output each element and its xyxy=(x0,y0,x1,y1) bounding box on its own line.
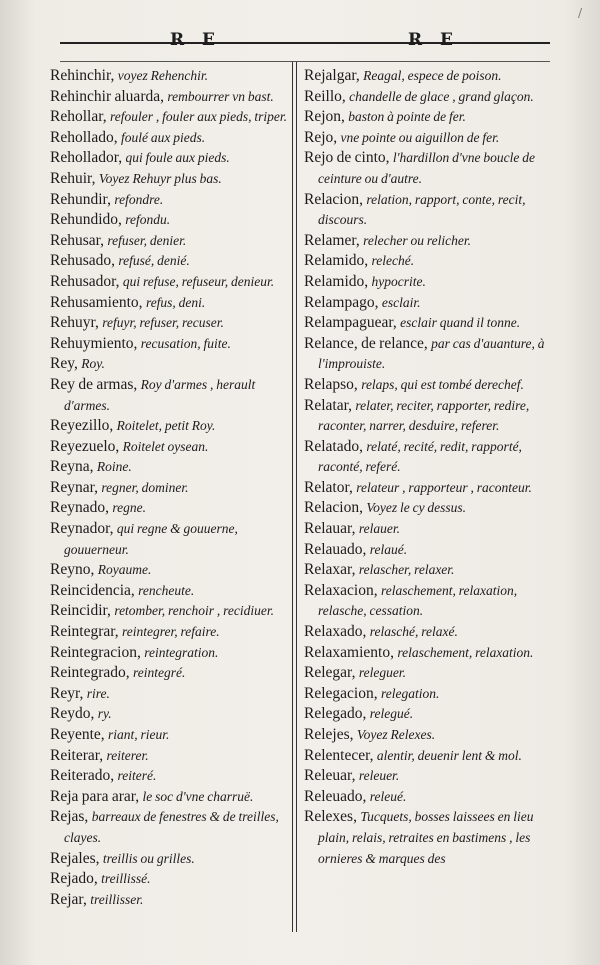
headword: Relapso, xyxy=(304,375,362,393)
definition: rire. xyxy=(86,685,110,701)
dictionary-entry xyxy=(304,334,548,375)
definition: Tucquets, bosses laissees en lieu plain, relais, retraites en bastimens , les ornieres & marques des xyxy=(318,809,534,866)
headword: Relaxacion, xyxy=(304,581,381,599)
definition: vne pointe ou aiguillon de fer. xyxy=(340,129,500,145)
dictionary-entry xyxy=(50,190,288,211)
definition: recusation, fuite. xyxy=(140,335,231,351)
definition: qui foule aux pieds. xyxy=(125,150,230,166)
dictionary-entry xyxy=(50,869,288,890)
dictionary-entry xyxy=(50,354,288,375)
dictionary-entry xyxy=(304,622,548,643)
headword: Relator, xyxy=(304,478,357,496)
headword: Rehollado, xyxy=(50,128,121,146)
definition: esclair. xyxy=(381,294,421,310)
headword: Relatar, xyxy=(304,396,356,414)
dictionary-entry xyxy=(304,148,548,189)
headword: Rejas, xyxy=(50,808,92,826)
dictionary-entry xyxy=(50,437,288,458)
dictionary-entry xyxy=(50,581,288,602)
headword: Relauado, xyxy=(304,540,370,558)
headword: Rejado, xyxy=(50,870,102,888)
dictionary-entry xyxy=(50,251,288,272)
definition: le soc d'vne charruë. xyxy=(142,788,254,804)
headword: Rehinchir, xyxy=(50,67,118,84)
headword: Relampago, xyxy=(304,293,382,311)
dictionary-entry xyxy=(304,560,548,581)
definition: treillisser. xyxy=(90,891,144,907)
definition: foulé aux pieds. xyxy=(120,129,206,145)
definition: alentir, deuenir lent & mol. xyxy=(376,747,522,763)
dictionary-entry xyxy=(50,601,288,622)
dictionary-entry xyxy=(50,725,288,746)
dictionary-entry xyxy=(50,787,288,808)
header-rule xyxy=(60,42,550,44)
headword: Reyezillo, xyxy=(50,417,117,435)
definition: reintegré. xyxy=(133,665,186,681)
headword: Relacion, xyxy=(304,499,367,517)
header-underline xyxy=(60,61,550,62)
definition: l'hardillon d'vne boucle de ceinture ou d'autre. xyxy=(318,150,536,186)
dictionary-entry xyxy=(50,107,288,128)
dictionary-entry xyxy=(50,334,288,355)
definition: refondu. xyxy=(125,212,171,228)
headword: Reyr, xyxy=(50,684,87,702)
dictionary-entry xyxy=(304,684,548,705)
definition: refus, deni. xyxy=(145,294,206,310)
headword: Rehundir, xyxy=(50,190,115,208)
definition: Roitelet, petit Roy. xyxy=(116,418,216,434)
headword: Rehuyr, xyxy=(50,314,103,332)
headword: Rejon, xyxy=(304,108,349,126)
dictionary-entry xyxy=(304,272,548,293)
headword: Reiterar, xyxy=(50,746,107,764)
dictionary-entry xyxy=(304,478,548,499)
headword: Reja para arar, xyxy=(50,787,143,805)
definition: relateur , rapporteur , raconteur. xyxy=(356,479,532,495)
definition: relegué. xyxy=(369,706,414,722)
definition: relaschement, relaxation, relasche, cessation. xyxy=(318,582,518,619)
dictionary-entry xyxy=(50,313,288,334)
headword: Reynado, xyxy=(50,499,113,517)
dictionary-entry xyxy=(304,251,548,272)
definition: qui regne & gouuerne, gouuerneur. xyxy=(64,521,238,557)
dictionary-entry xyxy=(50,87,288,108)
definition: Voyez Rehuyr plus bas. xyxy=(98,170,222,186)
headword: Relampaguear, xyxy=(304,314,401,332)
definition: treillissé. xyxy=(101,871,151,887)
dictionary-entry xyxy=(304,396,548,437)
definition: relauer. xyxy=(358,521,400,537)
dictionary-entry xyxy=(50,684,288,705)
definition: relasché, relaxé. xyxy=(369,624,458,640)
dictionary-entry xyxy=(50,766,288,787)
headword: Reintegrar, xyxy=(50,623,123,641)
headword: Reynador, xyxy=(50,520,117,538)
definition: refusé, denié. xyxy=(118,253,190,269)
headword: Rejo, xyxy=(304,128,341,146)
headword: Relamido, xyxy=(304,272,372,290)
dictionary-entry xyxy=(304,643,548,664)
definition: reintegration. xyxy=(144,644,219,660)
definition: chandelle de glace , grand glaçon. xyxy=(349,88,534,104)
headword: Relegacion, xyxy=(304,684,381,702)
running-header xyxy=(60,28,550,64)
dictionary-entry xyxy=(304,787,548,808)
headword: Relaxar, xyxy=(304,561,359,579)
headword: Reyno, xyxy=(50,561,98,579)
dictionary-entry xyxy=(50,890,288,911)
headword: Rehusado, xyxy=(50,252,119,270)
headword: Relauar, xyxy=(304,520,359,538)
definition: regne. xyxy=(112,500,146,516)
dictionary-entry xyxy=(304,540,548,561)
dictionary-entry xyxy=(304,107,548,128)
headword: Releuar, xyxy=(304,767,359,785)
definition: esclair quand il tonne. xyxy=(400,315,521,331)
headword: Reincidir, xyxy=(50,602,115,620)
right-column xyxy=(304,66,548,869)
dictionary-entry xyxy=(50,560,288,581)
definition: refuyr, refuser, recuser. xyxy=(102,315,224,331)
dictionary-entry xyxy=(50,66,288,87)
dictionary-entry xyxy=(50,746,288,767)
dictionary-entry xyxy=(50,210,288,231)
dictionary-entry xyxy=(304,498,548,519)
definition: relaté, recité, redit, rapporté, raconté, referé. xyxy=(318,438,522,475)
headword: Rehundido, xyxy=(50,211,126,229)
dictionary-entry xyxy=(50,148,288,169)
dictionary-entry xyxy=(304,190,548,231)
definition: refuser, denier. xyxy=(107,232,187,248)
headword: Relentecer, xyxy=(304,746,377,764)
dictionary-entry xyxy=(304,766,548,787)
definition: Reagal, espece de poison. xyxy=(363,68,502,83)
headword: Reiterado, xyxy=(50,767,118,785)
headword: Relatado, xyxy=(304,437,367,455)
headword: Reintegracion, xyxy=(50,643,145,661)
headword: Rejar, xyxy=(50,890,91,908)
dictionary-entry xyxy=(50,231,288,252)
headword: Reyezuelo, xyxy=(50,437,123,455)
header-left-letters: R E xyxy=(170,30,222,50)
dictionary-entry xyxy=(50,457,288,478)
definition: hypocrite. xyxy=(371,273,426,289)
definition: Voyez Relexes. xyxy=(356,727,436,742)
definition: baston à pointe de fer. xyxy=(348,109,466,125)
definition: releguer. xyxy=(358,665,406,681)
definition: Roy. xyxy=(81,356,105,372)
dictionary-entry xyxy=(50,478,288,499)
definition: releué. xyxy=(369,788,407,804)
headword: Reincidencia, xyxy=(50,581,139,599)
definition: refouler , fouler aux pieds, triper. xyxy=(110,109,287,125)
definition: relater, reciter, rapporter, redire, raconter, narrer, desduire, referer. xyxy=(318,397,530,434)
dictionary-entry xyxy=(50,375,288,416)
definition: voyez Rehenchir. xyxy=(117,68,208,83)
dictionary-entry xyxy=(304,128,548,149)
definition: Roitelet oysean. xyxy=(122,438,209,454)
definition: relaschement, relaxation. xyxy=(397,644,534,660)
dictionary-entry xyxy=(304,807,548,869)
headword: Relejes, xyxy=(304,726,357,743)
headword: Rejales, xyxy=(50,849,103,867)
definition: Voyez le cy dessus. xyxy=(366,500,467,516)
left-column xyxy=(50,66,288,910)
headword: Rehusamiento, xyxy=(50,293,146,311)
definition: reiteré. xyxy=(117,768,157,784)
definition: regner, dominer. xyxy=(101,479,189,495)
headword: Reynar, xyxy=(50,478,102,496)
dictionary-entry xyxy=(50,293,288,314)
definition: rembourrer vn bast. xyxy=(167,88,274,104)
headword: Rehollar, xyxy=(50,108,111,126)
corner-mark: / xyxy=(577,6,582,20)
dictionary-entry xyxy=(50,519,288,560)
definition: refondre. xyxy=(114,191,164,207)
headword: Relamido, xyxy=(304,252,372,270)
headword: Rehusar, xyxy=(50,231,108,249)
dictionary-entry xyxy=(304,87,548,108)
definition: relecher ou relicher. xyxy=(363,232,471,248)
headword: Relacion, xyxy=(304,190,367,208)
definition: relegation. xyxy=(380,685,440,701)
definition: releché. xyxy=(371,253,415,269)
definition: par cas d'auanture, à l'improuiste. xyxy=(318,335,545,372)
headword: Reyna, xyxy=(50,458,97,476)
dictionary-entry xyxy=(304,313,548,334)
definition: treillis ou grilles. xyxy=(102,850,195,866)
headword: Reyente, xyxy=(50,726,109,743)
headword: Relaxamiento, xyxy=(304,643,398,661)
headword: Relegado, xyxy=(304,705,370,723)
headword: Rey, xyxy=(50,355,82,373)
dictionary-entry xyxy=(50,416,288,437)
dictionary-entry xyxy=(50,128,288,149)
definition: riant, rieur. xyxy=(108,727,170,742)
headword: Reintegrado, xyxy=(50,664,134,682)
dictionary-entry xyxy=(50,807,288,848)
definition: relation, rapport, conte, recit, discours. xyxy=(318,191,526,228)
headword: Reydo, xyxy=(50,705,98,723)
definition: relascher, relaxer. xyxy=(358,562,455,578)
dictionary-entry xyxy=(304,437,548,478)
dictionary-entry xyxy=(304,663,548,684)
definition: reintegrer, refaire. xyxy=(122,624,220,640)
definition: reiterer. xyxy=(106,747,149,763)
headword: Rejo de cinto, xyxy=(304,149,393,167)
dictionary-entry xyxy=(304,704,548,725)
headword: Rejalgar, xyxy=(304,67,364,84)
dictionary-entry xyxy=(304,725,548,746)
dictionary-entry xyxy=(50,704,288,725)
dictionary-entry xyxy=(304,746,548,767)
headword: Relexes, xyxy=(304,808,361,826)
headword: Relegar, xyxy=(304,664,359,682)
dictionary-entry xyxy=(50,169,288,190)
dictionary-entry xyxy=(304,66,548,87)
definition: relaué. xyxy=(369,541,408,557)
definition: barreaux de fenestres & de treilles, clayes. xyxy=(64,809,279,845)
dictionary-entry xyxy=(50,663,288,684)
definition: rencheute. xyxy=(138,582,195,598)
header-right-letters: R E xyxy=(408,30,460,50)
dictionary-entry xyxy=(304,375,548,396)
headword: Relamer, xyxy=(304,231,364,249)
dictionary-entry xyxy=(50,643,288,664)
headword: Relance, de relance, xyxy=(304,334,432,352)
headword: Rehollador, xyxy=(50,149,126,167)
headword: Rehuymiento, xyxy=(50,334,141,352)
dictionary-entry xyxy=(304,293,548,314)
dictionary-entry xyxy=(50,622,288,643)
headword: Rehuir, xyxy=(50,169,99,187)
definition: ry. xyxy=(97,706,112,722)
headword: Rehinchir aluarda, xyxy=(50,87,168,105)
dictionary-entry xyxy=(50,849,288,870)
definition: Roy d'armes , herault d'armes. xyxy=(64,376,256,413)
headword: Reillo, xyxy=(304,87,350,105)
dictionary-entry xyxy=(304,231,548,252)
dictionary-entry xyxy=(304,519,548,540)
dictionary-entry xyxy=(50,272,288,293)
definition: relaps, qui est tombé derechef. xyxy=(361,376,524,392)
definition: qui refuse, refuseur, denieur. xyxy=(122,273,275,289)
dictionary-entry xyxy=(50,498,288,519)
dictionary-entry xyxy=(304,581,548,622)
headword: Rehusador, xyxy=(50,272,123,290)
definition: retomber, renchoir , recidiuer. xyxy=(114,603,275,619)
column-divider xyxy=(292,62,297,932)
headword: Releuado, xyxy=(304,787,370,805)
headword: Relaxado, xyxy=(304,623,370,641)
definition: releuer. xyxy=(358,768,400,784)
definition: Royaume. xyxy=(97,562,152,578)
headword: Rey de armas, xyxy=(50,375,141,393)
definition: Roine. xyxy=(96,459,132,475)
